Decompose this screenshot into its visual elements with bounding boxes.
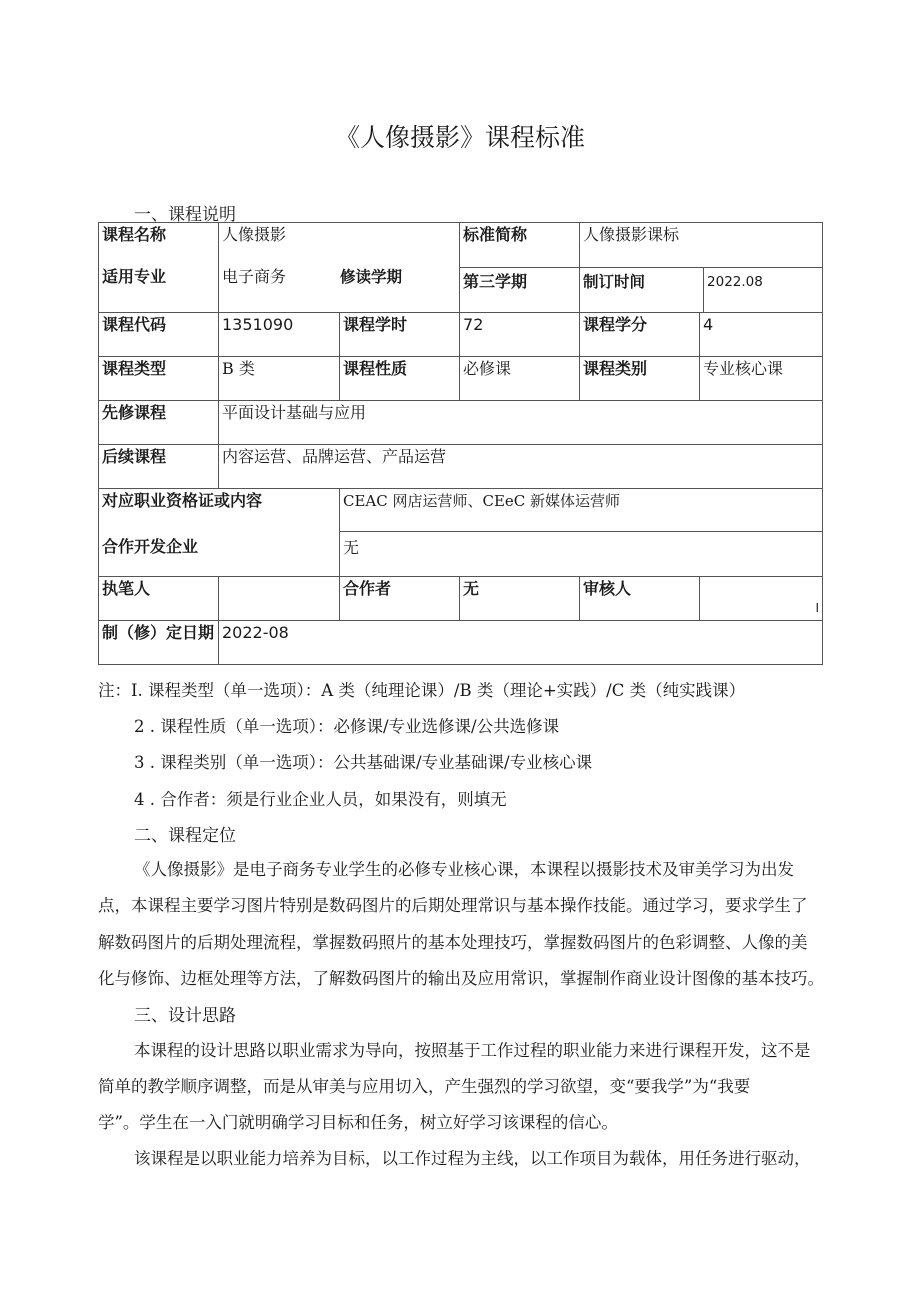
section-heading-3: 三、设计思路 [134,1006,236,1026]
semester-value: 第三学期 [463,272,528,291]
cert-label-cell [99,489,340,577]
semester-label: 修读学期 [340,268,403,286]
reviewer-label: 审核人 [580,577,700,621]
prereq-label: 先修课程 [99,401,219,445]
para2-line-3: 解数码图片的后期处理流程，掌握数码照片的基本处理技巧，掌握数码图片的色彩调整、人像的美 [98,933,808,952]
revise-label: 制（修）定日期 [99,621,219,665]
std-short-label: 标准简称 [460,223,579,268]
course-name-value: 人像摄影 [222,225,287,244]
std-short-cell [580,223,823,313]
para2-line-2: 点，本课程主要学习图片特别是数码图片的后期处理常识与基本操作技能。通过学习，要求学生了 [98,896,808,915]
writer-label: 执笔人 [99,577,219,621]
std-short-value: 人像摄影课标 [583,225,680,244]
code-value: 1351090 [219,313,340,357]
revise-value: 2022-08 [219,621,823,665]
hours-label: 课程学时 [340,313,460,357]
category-label: 课程类别 [580,357,700,401]
note-1: 注：I. 课程类型（单一选项）：A 类（纯理论课）/B 类（理论+实践）/C 类（纯实践课） [98,681,746,700]
cooperator-value: 无 [460,577,580,621]
nature-label: 课程性质 [340,357,460,401]
para4-line-1: 该课程是以职业能力培养为目标，以工作过程为主线，以工作项目为载体，用任务进行驱动， [134,1149,811,1168]
date-value: 2022.08 [707,274,763,290]
credit-label: 课程学分 [580,313,700,357]
std-short-label-cell [460,223,580,313]
major-label: 适用专业 [102,267,167,286]
cert-cell [340,489,823,577]
note-4: 4 . 合作者：须是行业企业人员，如果没有，则填无 [134,790,507,809]
prereq-value: 平面设计基础与应用 [219,401,823,445]
reviewer-value: I [700,577,823,621]
writer-value [219,577,340,621]
credit-value: 4 [700,313,823,357]
para2-line-1: 《人像摄影》是电子商务专业学生的必修专业核心课，本课程以摄影技术及审美学习为出发 [134,860,794,879]
nature-value: 必修课 [460,357,580,401]
date-label: 制订时间 [580,268,704,312]
category-value: 专业核心课 [700,357,823,401]
para3-line-3: 学”。学生在一入门就明确学习目标和任务，树立好学习该课程的信心。 [98,1113,618,1132]
cert-label: 对应职业资格证或内容 [102,491,263,510]
major-value: 电子商务 [222,267,287,286]
para3-line-1: 本课程的设计思路以职业需求为导向，按照基于工作过程的职业能力来进行课程开发，这不是 [134,1041,811,1060]
cert-value: CEAC 网店运营师、CEeC 新媒体运营师 [340,489,822,532]
type-label: 课程类型 [99,357,219,401]
follow-label: 后续课程 [99,445,219,489]
para2-line-4: 化与修饰、边框处理等方法，了解数码图片的输出及应用常识，掌握制作商业设计图像的基本技巧。 [98,969,824,988]
note-3: 3 . 课程类别（单一选项）：公共基础课/专业基础课/专业核心课 [134,753,593,772]
cooperator-label: 合作者 [340,577,460,621]
note-2: 2 . 课程性质（单一选项）：必修课/专业选修课/公共选修课 [134,717,560,736]
section-heading-2: 二、课程定位 [134,826,236,846]
para3-line-2: 简单的教学顺序调整，而是从审美与应用切入，产生强烈的学习欲望，变“要我学”为“我要 [98,1077,751,1096]
course-name-label: 课程名称 适用专业 [99,223,219,313]
section-heading-1: 一、课程说明 [134,205,236,225]
course-info-table [98,222,823,665]
page-title: 《人像摄影》课程标准 [334,123,585,152]
follow-value: 内容运营、品牌运营、产品运营 [219,445,823,489]
course-name-cell [219,223,460,313]
type-value: B 类 [219,357,340,401]
hours-value: 72 [460,313,580,357]
coop-ent-label: 合作开发企业 [102,537,199,556]
coop-ent-value: 无 [343,538,360,557]
code-label: 课程代码 [99,313,219,357]
